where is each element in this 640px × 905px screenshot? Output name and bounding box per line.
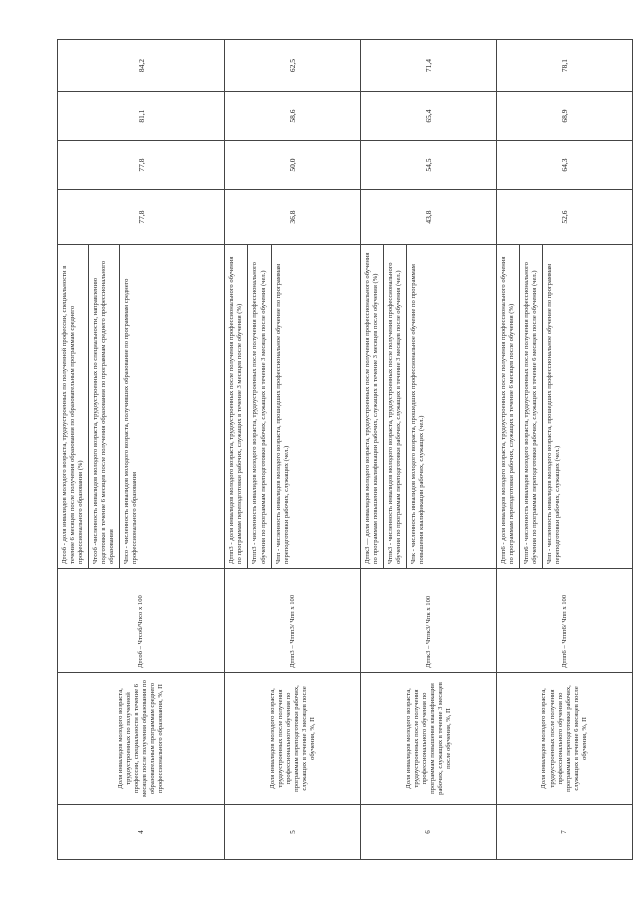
value-2: 54,5: [361, 141, 497, 190]
indicator-definitions: [225, 245, 361, 569]
definition-item: Чпсо - численность инвалидов молодого возраста, получивших образование по программам среднего профессионального образования: [123, 278, 139, 564]
definition-item: Дтсоб - доля инвалидов молодого возраста, трудоустроенных по полученной профессии, специальности в течение 6 месяцев после получения образования по образовательным программам среднего профессионального образования (%): [58, 245, 89, 568]
value-2: 50,0: [225, 141, 361, 190]
value-1: 36,8: [225, 190, 361, 245]
value-4: 71,4: [361, 40, 497, 92]
value-3: 81,1: [58, 92, 225, 141]
table-row: [361, 40, 497, 860]
definition-item: Дтпк3 — доля инвалидов молодого возраста, трудоустроенных после получения профессионального обучения по программам повышения квалификации рабочих, служащих в течение 3 месяцев после обучения (%): [361, 245, 384, 568]
value-3: 58,6: [225, 92, 361, 141]
definition-item: Чтпп3 - численность инвалидов молодого возраста, трудоустроенных после получения профессионального обучения по программам переподготовки рабочих, служащих в течение 3 месяцев после обучения (чел.): [248, 245, 271, 568]
row-number: 4: [58, 805, 225, 860]
definition-item: Чтпк3 - численность инвалидов молодого возраста, трудоустроенных после получения профессионального обучения по программам переподготовки рабочих, служащих в течение 3 месяцев после обучения (чел.): [384, 245, 407, 568]
value-1: 77,8: [58, 190, 225, 245]
value-3: 68,9: [497, 92, 633, 141]
value-4: 84,2: [58, 40, 225, 92]
value-4: 78,1: [497, 40, 633, 92]
table-row: [497, 40, 633, 860]
definition-item: Чпп - численность инвалидов молодого возраста, прошедших профессиональное обучение по программам переподготовки рабочих, служащих (чел.): [546, 263, 562, 564]
row-number: 6: [361, 805, 497, 860]
value-1: 52,6: [497, 190, 633, 245]
table-row: [225, 40, 361, 860]
indicator-definitions: [58, 245, 225, 569]
indicator-name: Доля инвалидов молодого возраста, трудоустроенных после получения профессионального обучения по программам повышения квалификации рабочих, служащих в течение 3 месяцев после обучения, %, П: [361, 673, 497, 805]
indicator-name: Доля инвалидов молодого возраста, трудоустроенных после получения профессионального обучения по программам переподготовки рабочих, служащих в течение 6 месяцев после обучения, %, П: [497, 673, 633, 805]
value-4: 62,5: [225, 40, 361, 92]
value-2: 64,3: [497, 141, 633, 190]
definition-item: Чтпп6 - численность инвалидов молодого возраста, трудоустроенных после получения профессионального обучения по программам переподготовки рабочих, служащих в течение 6 месяцев после обучения (чел.): [520, 245, 543, 568]
rotated-page: [57, 40, 633, 860]
definition-item: Дтпп6 - доля инвалидов молодого возраста, трудоустроенных после получения профессионального обучения по программам переподготовки рабочих, служащих в течение 6 месяцев после обучения (%): [497, 245, 520, 568]
definition-item: Чпп - численность инвалидов молодого возраста, прошедших профессиональное обучение по программам переподготовки рабочих, служащих (чел.): [274, 263, 290, 564]
table-row: [58, 40, 225, 860]
row-number: 7: [497, 805, 633, 860]
indicator-table: [57, 39, 633, 860]
indicator-formula: Дтпп3 – Чтпп3/ Чпп х 100: [225, 569, 361, 673]
indicator-formula: Дтпп6 – Чтпп6/ Чпп х 100: [497, 569, 633, 673]
value-1: 43,8: [361, 190, 497, 245]
indicator-name: Доля инвалидов молодого возраста, трудоустроенных после получения профессионального обучения по программам переподготовки рабочих, служащих в течение 3 месяцев после обучения, %, П: [225, 673, 361, 805]
value-2: 77,8: [58, 141, 225, 190]
definition-item: Чтсоб -численность инвалидов молодого возраста, трудоустроенных по специальности, направлению подготовки в течение 6 месяцев после получения образования по программам среднего профессионального образования: [89, 245, 120, 568]
definition-item: Чпк - численность инвалидов молодого возраста, прошедших профессиональное обучение по программам повышения квалификации рабочих, служащих (чел.): [410, 264, 426, 564]
indicator-definitions: [497, 245, 633, 569]
value-3: 65,4: [361, 92, 497, 141]
indicator-formula: Дтпк3 – Чтпк3/ Чпк х 100: [361, 569, 497, 673]
indicator-name: Доля инвалидов молодого возраста, трудоустроенных по полученной профессии, специальности в течение 6 месяцев после получения образования по образовательным программам среднего профессионального образования, %, П: [58, 673, 225, 805]
indicator-definitions: [361, 245, 497, 569]
row-number: 5: [225, 805, 361, 860]
indicator-formula: Дтсоб – Чтсоб/Чпсо х 100: [58, 569, 225, 673]
definition-item: Дтпп3 - доля инвалидов молодого возраста, трудоустроенных после получения профессионального обучения по программам переподготовки рабочих, служащих в течение 3 месяцев после обучения (%): [225, 245, 248, 568]
